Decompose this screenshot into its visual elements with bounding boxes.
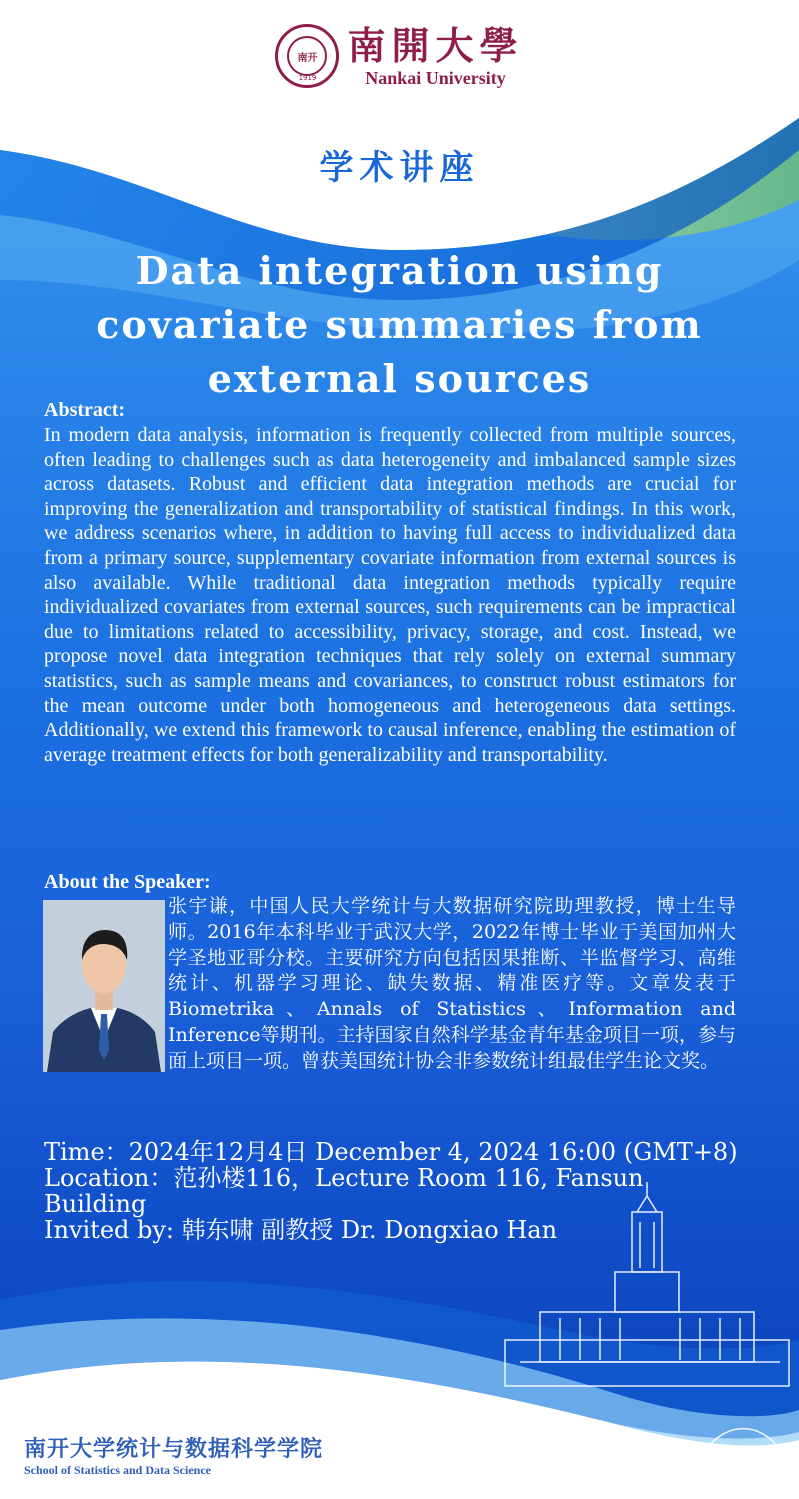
speaker-bio [44,894,736,1076]
header [0,0,799,112]
university-name-en: Nankai University [365,68,506,88]
talk-location: Location：范孙楼116，Lecture Room 116, Fansun Building [44,1164,644,1218]
university-seal-icon [275,24,339,88]
speaker-heading: About the Speaker: [44,871,211,893]
talk-host: Invited by: 韩东啸 副教授 Dr. Dongxiao Han [44,1216,558,1244]
speaker-bio-text: 张宇谦，中国人民大学统计与大数据研究院助理教授，博士生导师。2016年本科毕业于武汉大学，2022年博士毕业于美国加州大学圣地亚哥分校。主要研究方向包括因果推断、半监督学习、高维统计、机器学习理论、缺失数据、精准医疗等。文章发表于Biometrika、Annals of Statistics、Information and Inference等期刊。主持国家自然科学基金青年基金项目一项，参与面上项目一项。曾获美国统计协会非参数统计组最佳学生论文奖。 [168,895,736,1072]
talk-time: Time：2024年12月4日 December 4, 2024 16:00 (GMT+8) [44,1138,738,1166]
talk-details [44,1139,744,1243]
photo-spacer [44,894,168,1076]
seal-center: 南开 [287,36,327,76]
university-name-cn: 南開大學 [347,23,524,68]
school-name-en: School of Statistics and Data Science [24,1463,211,1477]
university-name [347,24,523,88]
university-logo [275,24,523,88]
abstract-text: In modern data analysis, information is frequently collected from multiple sources, often leading to challenges such as data heterogeneity and imbalanced sample sizes across datasets. Robust and efficient data integration methods are crucial for improving the generalization and transportability of statistical findings. In this work, we address scenarios where, in addition to having full access to individualized data from a primary source, supplementary covariate information from external sources is also available. While traditional data integration methods typically require individualized covariates from external sources, such requirements can be impractical due to limitations related to accessibility, privacy, storage, and cost. Instead, we propose novel data integration techniques that rely solely on external summary statistics, such as sample means and covariances, to construct robust estimators for the mean outcome under both homogeneous and heterogeneous data settings. Additionally, we extend this framework to causal inference, enabling the estimation of average treatment effects for both generalizability and transportability. [44,424,736,766]
talk-title: Data integration using covariate summaries from external sources [96,248,703,401]
seal-year: 1919 [298,74,317,82]
abstract-heading: Abstract: [44,399,126,421]
school-name-cn: 南开大学统计与数据科学学院 [24,1436,324,1462]
lecture-tag: 学术讲座 [319,148,480,188]
